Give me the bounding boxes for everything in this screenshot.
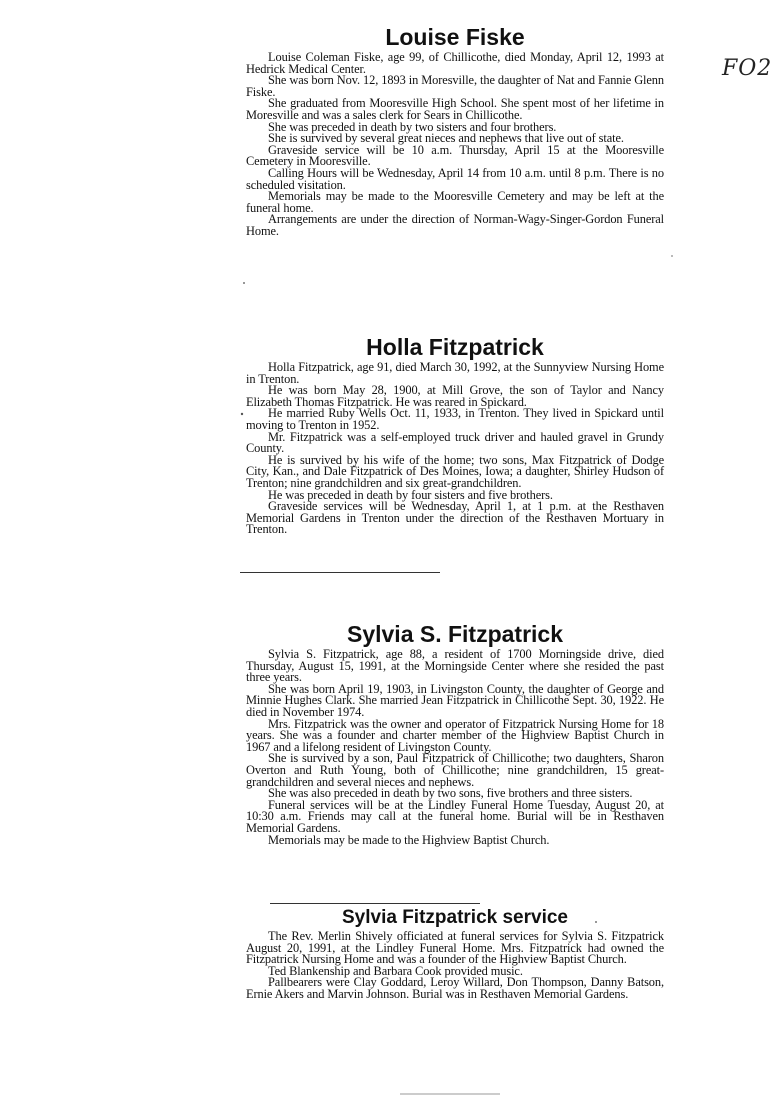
obituary-paragraph: Mrs. Fitzpatrick was the owner and operator of Fitzpatrick Nursing Home for 18 years. She was a founder and charter member of the Highview Baptist Church in 1967 and a lifelong resident of Livingston County. <box>246 716 664 754</box>
obituary-paragraph: Mr. Fitzpatrick was a self-employed truck driver and hauled gravel in Grundy County. <box>246 429 664 456</box>
obituary-paragraph: She is survived by several great nieces and nephews that live out of state. <box>268 131 624 146</box>
obituary-paragraph: She is survived by a son, Paul Fitzpatrick of Chillicothe; two daughters, Sharon Overton and Ruth Young, both of Chillicothe; nine grandchildren, 15 great-grandchildren and several nieces and nephews. <box>246 751 664 789</box>
obituary-paragraph: He is survived by his wife of the home; two sons, Max Fitzpatrick of Dodge City, Kan., and Dale Fitzpatrick of Des Moines, Iowa; a daughter, Shirley Hudson of Trenton; nine grandchildren and six great-grandchildren. <box>246 452 664 490</box>
obituary-paragraph: She was preceded in death by two sisters and four brothers. <box>268 119 557 134</box>
obituary-paragraph: Calling Hours will be Wednesday, April 14 from 10 a.m. until 8 p.m. There is no scheduled visitation. <box>246 165 664 192</box>
obituary-paragraph: Memorials may be made to the Mooresville Cemetery and may be left at the funeral home. <box>246 189 664 215</box>
obituary-paragraph: Funeral services will be at the Lindley Funeral Home Tuesday, August 20, at 10:30 a.m. Friends may call at the funeral home. Burial will be in Resthaven Memorial Gardens. <box>246 797 664 835</box>
obituary-title: Holla Fitzpatrick <box>366 334 544 360</box>
obituary-paragraph: Ted Blankenship and Barbara Cook provided music. <box>268 963 523 978</box>
obituary-paragraph: He married Ruby Wells Oct. 11, 1933, in Trenton. They lived in Spickard until moving to Trenton in 1952. <box>246 406 664 432</box>
obituary-paragraph: Louise Coleman Fiske, age 99, of Chillicothe, died Monday, April 12, 1993 at Hedrick Medical Center. <box>246 50 664 76</box>
obituary-paragraph: He was preceded in death by four sisters and five brothers. <box>268 487 553 502</box>
obituary-paragraph: She graduated from Mooresville High School. She spent most of her lifetime in Moresville and was a sales clerk for Sears in Chillicothe. <box>246 96 664 122</box>
obituary-paragraph: She was also preceded in death by two sons, five brothers and three sisters. <box>268 786 633 801</box>
obituary-paragraph: Pallbearers were Clay Goddard, Leroy Willard, Don Thompson, Danny Batson, Ernie Akers and Marvin Johnson. Burial was in Resthaven Memorial Gardens. <box>246 975 664 1001</box>
obituary-paragraph: Arrangements are under the direction of Norman-Wagy-Singer-Gordon Funeral Home. <box>246 212 664 238</box>
obituary-title: Louise Fiske <box>385 24 525 50</box>
obituary-paragraph: Holla Fitzpatrick, age 91, died March 30, 1992, at the Sunnyview Nursing Home in Trenton. <box>246 360 664 386</box>
obituary-paragraph: Memorials may be made to the Highview Baptist Church. <box>268 832 550 847</box>
obituary-title: Sylvia S. Fitzpatrick <box>346 621 564 647</box>
obituary-paragraph: He was born May 28, 1900, at Mill Grove, the son of Taylor and Nancy Elizabeth Thomas Fitzpatrick. He was reared in Spickard. <box>246 383 664 409</box>
obituary-paragraph: Sylvia S. Fitzpatrick, age 88, a resident of 1700 Morningside drive, died Thursday, August 15, 1991, at the Morningside Center where she resided the past three years. <box>246 647 664 685</box>
obituary-title: Sylvia Fitzpatrick service <box>341 907 568 928</box>
margin-handwritten-note: FO2 <box>722 56 772 81</box>
obituary-paragraph: Graveside service will be 10 a.m. Thursday, April 15 at the Mooresville Cemetery in Mooresville. <box>246 142 664 169</box>
obituary-paragraph: The Rev. Merlin Shively officiated at funeral services for Sylvia S. Fitzpatrick August 20, 1991, at the Lindley Funeral Home. Mrs. Fitzpatrick had owned the Fitzpatrick Nursing Home and was a founder of the Highview Baptist Church. <box>246 929 664 967</box>
obituary-paragraph: Graveside services will be Wednesday, April 1, at 1 p.m. at the Resthaven Memorial Gardens in Trenton under the direction of the Resthaven Mortuary in Trenton. <box>246 499 664 537</box>
obituary-paragraph: She was born April 19, 1903, in Livingston County, the daughter of George and Minnie Hughes Clark. She married Jean Fitzpatrick in Chillicothe Sept. 30, 1922. He died in November 1974. <box>246 681 664 719</box>
obituary-paragraph: She was born Nov. 12, 1893 in Moresville, the daughter of Nat and Fannie Glenn Fiske. <box>246 73 664 99</box>
